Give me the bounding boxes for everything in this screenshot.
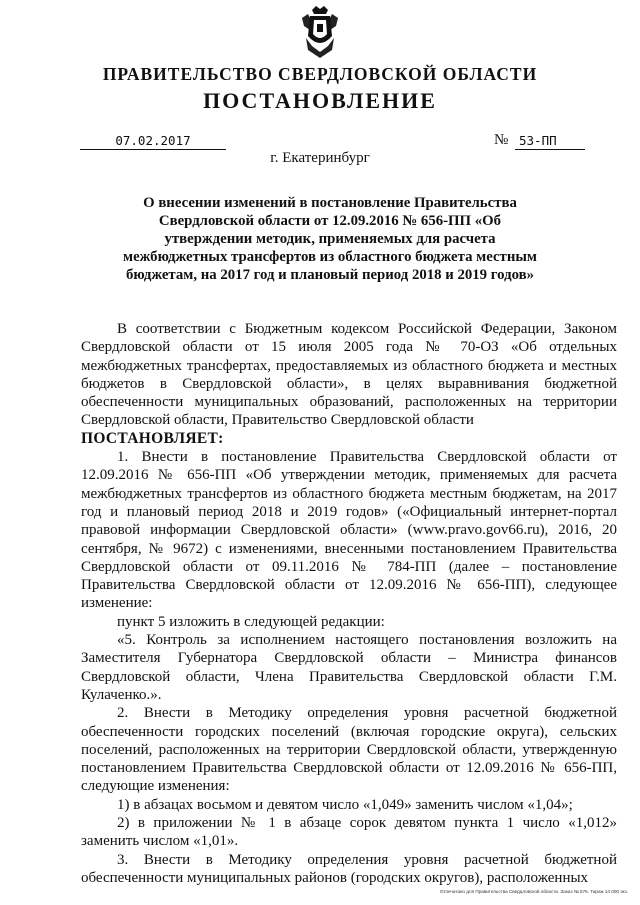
document-date: 07.02.2017 [80, 133, 226, 150]
preamble-paragraph: В соответствии с Бюджетным кодексом Российской Федерации, Законом Свердловской области от 15 июля 2005 года № 70-ОЗ «Об отдельных межбюджетных трансфертах, предоставляемых из областного бюджета и местных бюджетов в Свердловской области», в целях выравнивания бюджетной обеспеченности муниципальных образований, расположенных на территории Свердловской области, Правительство Свердловской области [81, 321, 617, 429]
clause-5-new-text: «5. Контроль за исполнением настоящего постановления возложить на Заместителя Губернатора Свердловской области – Министра финансов Свердловской области, Члена Правительства Свердловской области Г.М. Кулаченко.». [81, 632, 617, 703]
city: г. Екатеринбург [270, 150, 370, 166]
print-footer: Отпечатано для Правительства Свердловской области. Заказ № 576. Тираж 14 000 экз. [439, 889, 628, 894]
clause-1-instruction: пункт 5 изложить в следующей редакции: [117, 613, 385, 630]
clause-3-paragraph: 3. Внести в Методику определения уровня расчетной бюджетной обеспеченности муниципальных районов (городских округов), расположенных [81, 851, 617, 886]
clause-2-item-1: 1) в абзацах восьмом и девятом число «1,049» заменить числом «1,04»; [117, 796, 573, 813]
document-body [81, 320, 617, 887]
resolves-heading: ПОСТАНОВЛЯЕТ: [81, 429, 224, 447]
document-number: 53-ПП [515, 133, 585, 150]
document-type: ПОСТАНОВЛЕНИЕ [203, 88, 437, 113]
clause-1-paragraph: 1. Внести в постановление Правительства Свердловской области от 12.09.2016 № 656-ПП «Об утверждении методик, применяемых для расчета межбюджетных трансфертов из областного бюджета местным бюджетам, на 2017 год и плановый период 2018 и 2019 годов» («Официальный интернет-портал правовой информации Свердловской области» (www.pravo.gov66.ru), 2016, 20 сентября, № 9672) с изменениями, внесенными постановлением Правительства Свердловской области от 09.11.2016 № 784-ПП (далее – постановление Правительства Свердловской области от 12.09.2016 № 656-ПП), следующее изменение: [81, 449, 617, 612]
coat-of-arms-icon [298, 6, 342, 60]
number-label: № [494, 132, 509, 148]
government-name: ПРАВИТЕЛЬСТВО СВЕРДЛОВСКОЙ ОБЛАСТИ [102, 64, 538, 84]
clause-2-item-2: 2) в приложении № 1 в абзаце сорок девятом пункта 1 число «1,012» заменить числом «1,01». [81, 815, 617, 850]
clause-2-paragraph: 2. Внести в Методику определения уровня расчетной бюджетной обеспеченности городских поселений (включая городские округа), сельских поселений, расположенных на территории Свердловской области, утвержденную постановлением Правительства Свердловской области от 12.09.2016 № 656-ПП, следующие изменения: [81, 705, 617, 795]
document-title: О внесении изменений в постановление Правительства Свердловской области от 12.09.2016 № 656-ПП «Об утверждении методик, применяемых для расчета межбюджетных трансфертов из областного бюджета местным бюджетам, на 2017 год и плановый период 2018 и 2019 годов» [122, 195, 537, 283]
